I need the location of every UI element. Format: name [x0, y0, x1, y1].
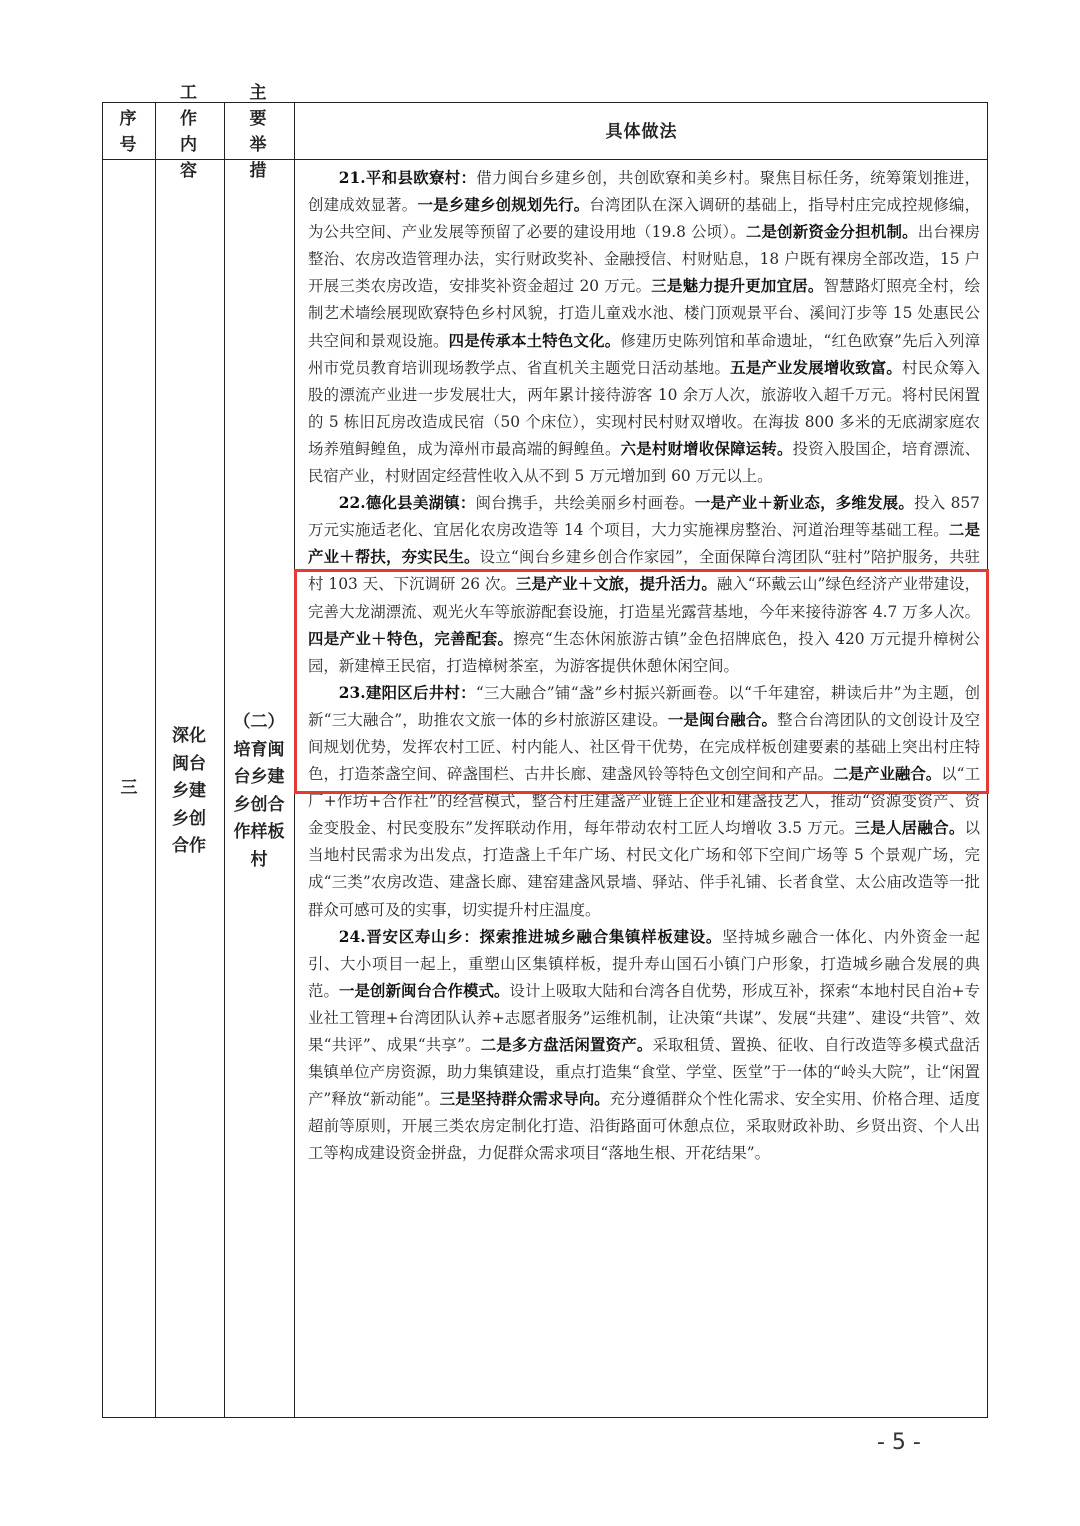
text-segment: 擦亮“生态休闲旅游古镇”金色招牌底色，投入 420 万元提升樟树公园，新建樟王民宿，打造樟树茶室，为游客提供休憩休闲空间。	[308, 629, 980, 675]
paragraph-24	[308, 924, 980, 1168]
bold-segment: 二是产业＋帮扶，夯实民生。	[308, 521, 980, 567]
document-table	[102, 83, 988, 1418]
bold-segment: 23.建阳区后井村：	[338, 683, 476, 702]
bold-segment: 四是产业＋特色，完善配套。	[308, 629, 514, 648]
header-work-content: 工作内容	[180, 83, 199, 181]
text-segment: 以“工厂+作坊+合作社”的经营模式，整合村庄建盏产业链上企业和建盏技艺人，推动“资源变资产、资金变股金、村民变股东”发挥联动作用，每年带动农村工匠人均增收 3.5 万元。	[308, 765, 980, 838]
bold-segment: 六是村财增收保障运转。	[620, 439, 793, 458]
bold-segment: 三是魅力提升更加宜居。	[651, 277, 824, 296]
page-number: - 5 -	[877, 1430, 921, 1455]
text-segment: 坚持城乡融合一体化、内外资金一起引、大小项目一起上，重塑山区集镇样板，提升寿山国石小镇门户形象，打造城乡融合发展的典范。	[308, 927, 980, 1000]
bold-segment: 一是产业＋新业态，多维发展。	[694, 494, 915, 513]
text-segment: 投资入股国企，培育漂流、民宿产业，村财固定经营性收入从不到 5 万元增加到 60 万元以上。	[308, 439, 980, 486]
text-segment: 台湾团队在深入调研的基础上，指导村庄完成控规修编，为公共空间、产业发展等预留了必要的建设用地（19.8 公顷）。	[308, 196, 980, 242]
text-segment: “三大融合”铺“盏”乡村振兴新画卷。以“千年建窑，耕读后井”为主题，创新“三大融合”，助推农文旅一体的乡村旅游区建设。	[308, 683, 980, 729]
bold-segment: 一是闽台融合。	[667, 710, 778, 729]
row-work-content: 深化闽台乡建乡创合作	[172, 726, 206, 856]
bold-segment: 四是传承本土特色文化。	[448, 331, 621, 350]
header-specific-practice: 具体做法	[605, 122, 678, 142]
row-serial-number: 三	[120, 778, 138, 798]
bold-segment: 21.平和县欧寮村：	[338, 169, 477, 187]
header-serial-number: 序号	[119, 109, 139, 155]
bold-segment: 一是创新闽台合作模式。	[339, 981, 510, 1000]
bold-segment: 五是产业发展增收致富。	[730, 358, 903, 377]
text-segment: 智慧路灯照亮全村，绘制艺术墙绘展现欧寮特色乡村风貌，打造儿童戏水池、楼门顶观景平台、溪间汀步等 15 处惠民公共空间和景观设施。	[308, 277, 980, 350]
text-segment: 出台裸房整治、农房改造管理办法，实行财政奖补、金融授信、村财贴息，18 户既有裸房全部改造，15 户开展三类农房改造，安排奖补资金超过 20 万元。	[308, 223, 980, 296]
header-main-measure: 主要举措	[249, 83, 269, 181]
bold-segment: 22.德化县美湖镇：	[338, 494, 476, 513]
text-segment: 投入 857 万元实施适老化、宜居化农房改造等 14 个项目，大力实施裸房整治、河道治理等基础工程。	[308, 494, 980, 540]
bold-segment: 二是创新资金分担机制。	[745, 223, 918, 242]
bold-segment: 24.晋安区寿山乡：探索推进城乡融合集镇样板建设。	[338, 927, 723, 946]
text-segment: 设计上吸取大陆和台湾各自优势，形成互补，探索“本地村民自治+专业社工管理+台湾团队认养+志愿者服务”运维机制，让决策“共谋”、发展“共建”、建设“共管”、效果“共评”、成果“共享”。	[308, 981, 980, 1054]
text-segment: 整合台湾团队的文创设计及空间规划优势，发挥农村工匠、村内能人、社区骨干优势，在完成样板创建要素的基础上突出村庄特色，打造茶盏空间、碎盏围栏、古井长廊、建盏风铃等特色文创空间和产品。	[308, 710, 980, 784]
text-segment: 以当地村民需求为出发点，打造盏上千年广场、村民文化广场和邻下空间广场等 5 个景观广场，完成“三类”农房改造、建盏长廊、建窑建盏风景墙、驿站、伴手礼铺、长者食堂、太公庙改造等一批群众可感可及的实事，切实提升村庄温度。	[308, 819, 980, 919]
text-segment: 借力闽台乡建乡创，共创欧寮和美乡村。聚焦目标任务，统筹策划推进，创建成效显著。	[308, 169, 980, 215]
text-segment: 采取租赁、置换、征收、自行改造等多模式盘活集镇单位产房资源，助力集镇建设，重点打造集“食堂、学堂、医堂”于一体的“岭头大院”，让“闲置产”释放“新动能”。	[308, 1036, 980, 1109]
text-segment: 修建历史陈列馆和革命遗址，“红色欧寮”先后入列漳州市党员教育培训现场教学点、省直机关主题党日活动基地。	[308, 331, 980, 377]
text-segment: 融入“环戴云山”绿色经济产业带建设，完善大龙湖漂流、观光火车等旅游配套设施，打造星光露营基地，今年来接待游客 4.7 万多人次。	[308, 575, 980, 621]
text-segment: 闽台携手，共绘美丽乡村画卷。	[475, 494, 695, 513]
bold-segment: 一是乡建乡创规划先行。	[417, 196, 590, 215]
highlight-box	[294, 569, 989, 794]
row-main-measure: （二）培育闽台乡建乡创合作样板村	[233, 712, 285, 870]
text-segment: 设立“闽台乡建乡创合作家园”，全面保障台湾团队“驻村”陪护服务，共驻村 103 天、下沉调研 26 次。	[308, 548, 980, 594]
bold-segment: 二是产业融合。	[833, 765, 942, 784]
paragraph-21	[308, 165, 980, 490]
column-divider-2	[224, 103, 225, 1417]
text-segment: 村民众筹入股的漂流产业进一步发展壮大，两年累计接待游客 10 余万人次，旅游收入超千万元。将村民闲置的 5 栋旧瓦房改造成民宿（50 个床位），实现村民村财双增收。在海拔 800 多米的无底湖家庭农场养殖鲟鳇鱼，成为漳州市最高端的鲟鳇鱼。	[308, 358, 980, 458]
bold-segment: 三是坚持群众需求导向。	[439, 1090, 610, 1109]
column-divider-1	[155, 103, 156, 1417]
bold-segment: 三是产业＋文旅，提升活力。	[515, 575, 717, 594]
text-segment: 充分遵循群众个性化需求、安全实用、价格合理、适度超前等原则，开展三类农房定制化打造、沿街路面可休憩点位，采取财政补助、乡贤出资、个人出工等构成建设资金拼盘，力促群众需求项目“落地生根、开花结果”。	[308, 1090, 980, 1163]
bold-segment: 三是人居融合。	[854, 819, 965, 838]
bold-segment: 二是多方盘活闲置资产。	[480, 1036, 653, 1054]
